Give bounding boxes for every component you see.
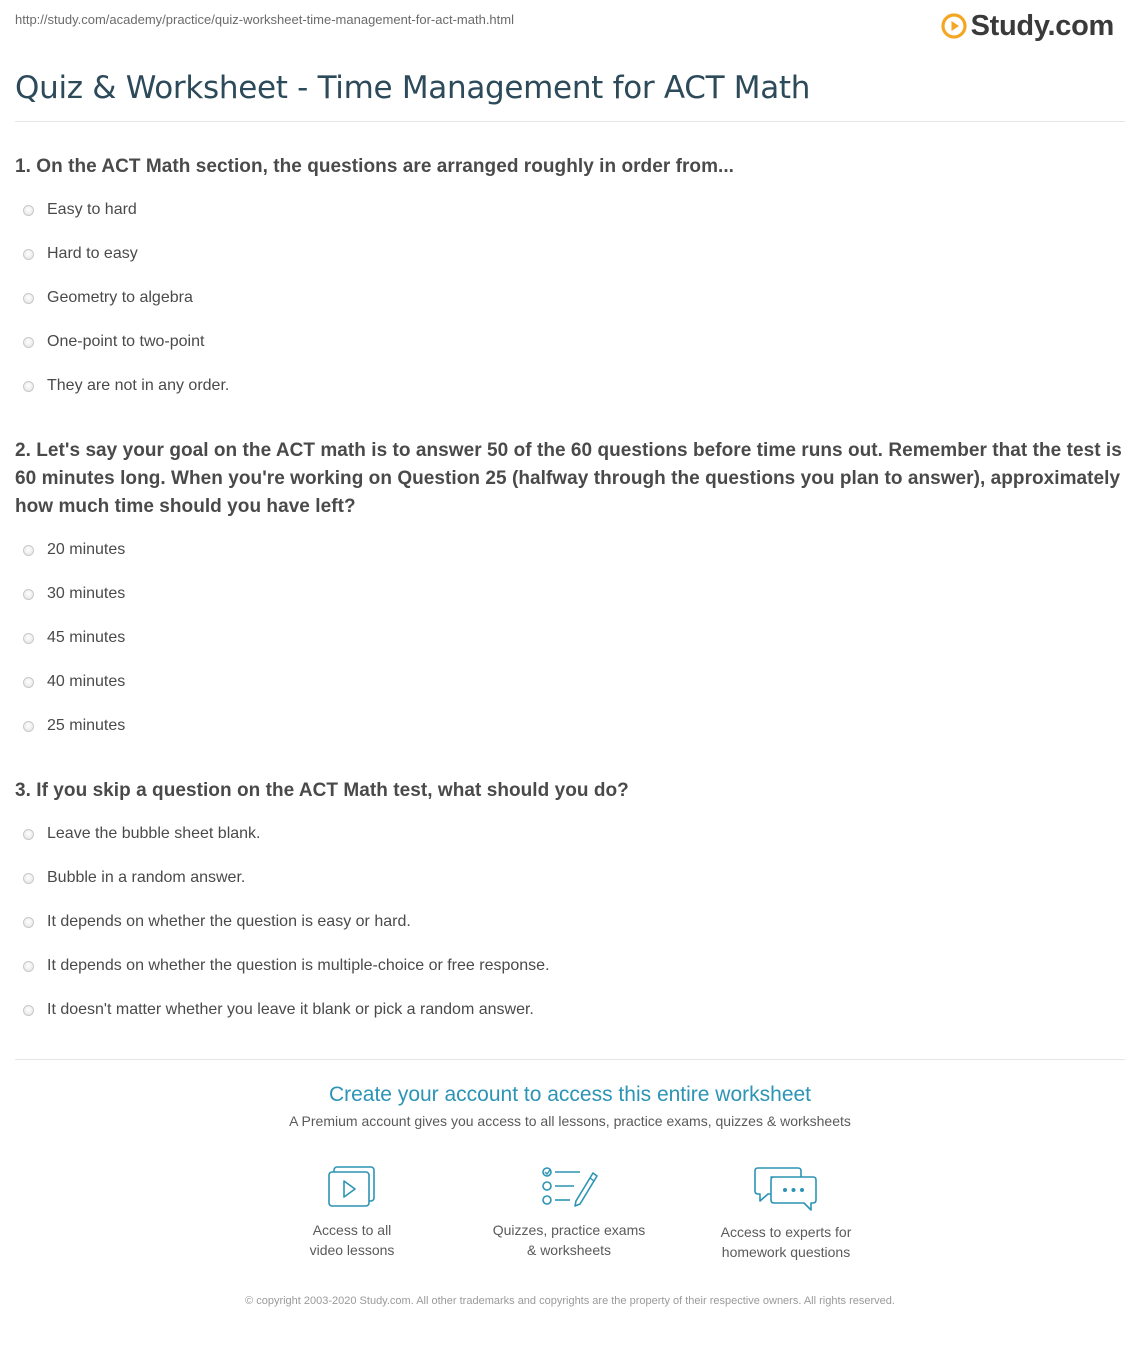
radio-button[interactable]	[23, 829, 34, 840]
question-2	[15, 437, 1125, 521]
question-3	[15, 777, 1125, 805]
divider	[15, 1059, 1125, 1060]
answer-option[interactable]	[23, 287, 193, 309]
answer-label: 30 minutes	[47, 585, 126, 602]
radio-button[interactable]	[23, 721, 34, 732]
answer-option[interactable]	[23, 627, 125, 649]
page-url: http://study.com/academy/practice/quiz-worksheet-time-management-for-act-math.html	[15, 12, 514, 27]
radio-button[interactable]	[23, 633, 34, 644]
study-logo[interactable]	[941, 6, 1114, 46]
answer-label: Easy to hard	[47, 201, 137, 218]
feature-label: Access to all video lessons	[309, 1222, 395, 1258]
radio-button[interactable]	[23, 381, 34, 392]
radio-button[interactable]	[23, 337, 34, 348]
question-text: 1. On the ACT Math section, the questions are arranged roughly in order from...	[15, 156, 735, 177]
answer-option[interactable]	[23, 671, 125, 693]
answer-label: 45 minutes	[47, 629, 126, 646]
feature-video-lessons	[242, 1165, 462, 1260]
radio-button[interactable]	[23, 873, 34, 884]
play-icon	[941, 13, 967, 39]
divider	[15, 121, 1125, 122]
radio-button[interactable]	[23, 917, 34, 928]
feature-experts	[676, 1165, 896, 1262]
chat-bubbles-icon	[754, 1165, 818, 1213]
answer-label: They are not in any order.	[47, 377, 230, 394]
answer-label: 40 minutes	[47, 673, 126, 690]
answer-label: It depends on whether the question is multiple-choice or free response.	[47, 957, 550, 974]
radio-button[interactable]	[23, 589, 34, 600]
feature-label: Quizzes, practice exams & worksheets	[492, 1222, 646, 1258]
answer-label: Geometry to algebra	[47, 289, 193, 306]
logo-text: Study.com	[970, 9, 1114, 42]
answer-option[interactable]	[23, 331, 204, 353]
radio-button[interactable]	[23, 545, 34, 556]
answer-label: One-point to two-point	[47, 333, 205, 350]
page-title: Quiz & Worksheet - Time Management for ACT Math	[15, 70, 811, 106]
answer-option[interactable]	[23, 715, 125, 737]
feature-quizzes	[459, 1165, 679, 1260]
answer-label: Bubble in a random answer.	[47, 869, 246, 886]
radio-button[interactable]	[23, 961, 34, 972]
answer-label: 25 minutes	[47, 717, 126, 734]
radio-button[interactable]	[23, 249, 34, 260]
radio-button[interactable]	[23, 205, 34, 216]
answer-option[interactable]	[23, 199, 137, 221]
answer-option[interactable]	[23, 539, 125, 561]
answer-option[interactable]	[23, 583, 125, 605]
question-1	[15, 153, 1125, 181]
answer-label: It depends on whether the question is easy or hard.	[47, 913, 411, 930]
answer-label: 20 minutes	[47, 541, 126, 558]
radio-button[interactable]	[23, 293, 34, 304]
copyright-text: © copyright 2003-2020 Study.com. All other trademarks and copyrights are the property of their respective owners. All rights reserved.	[245, 1295, 895, 1307]
question-text: 2. Let's say your goal on the ACT math is to answer 50 of the 60 questions before time runs out. Remember that the test is 60 minutes long. When you're working on Question 25 (halfway through the questions you plan to answer), approximately how much time should you have left?	[15, 440, 1122, 517]
video-lesson-icon	[326, 1165, 378, 1211]
answer-option[interactable]	[23, 911, 411, 933]
answer-option[interactable]	[23, 955, 550, 977]
cta-subtitle: A Premium account gives you access to all lessons, practice exams, quizzes & worksheets	[289, 1113, 851, 1129]
create-account-link[interactable]: Create your account to access this entire worksheet	[328, 1083, 812, 1106]
answer-option[interactable]	[23, 375, 229, 397]
answer-option[interactable]	[23, 867, 245, 889]
answer-option[interactable]	[23, 823, 261, 845]
question-text: 3. If you skip a question on the ACT Math test, what should you do?	[15, 780, 629, 801]
feature-label: Access to experts for homework questions	[720, 1224, 852, 1260]
answer-option[interactable]	[23, 999, 534, 1021]
answer-option[interactable]	[23, 243, 138, 265]
answer-label: It doesn't matter whether you leave it blank or pick a random answer.	[47, 1001, 534, 1018]
radio-button[interactable]	[23, 1005, 34, 1016]
answer-label: Leave the bubble sheet blank.	[47, 825, 261, 842]
quiz-checklist-icon	[540, 1165, 598, 1211]
radio-button[interactable]	[23, 677, 34, 688]
answer-label: Hard to easy	[47, 245, 138, 262]
